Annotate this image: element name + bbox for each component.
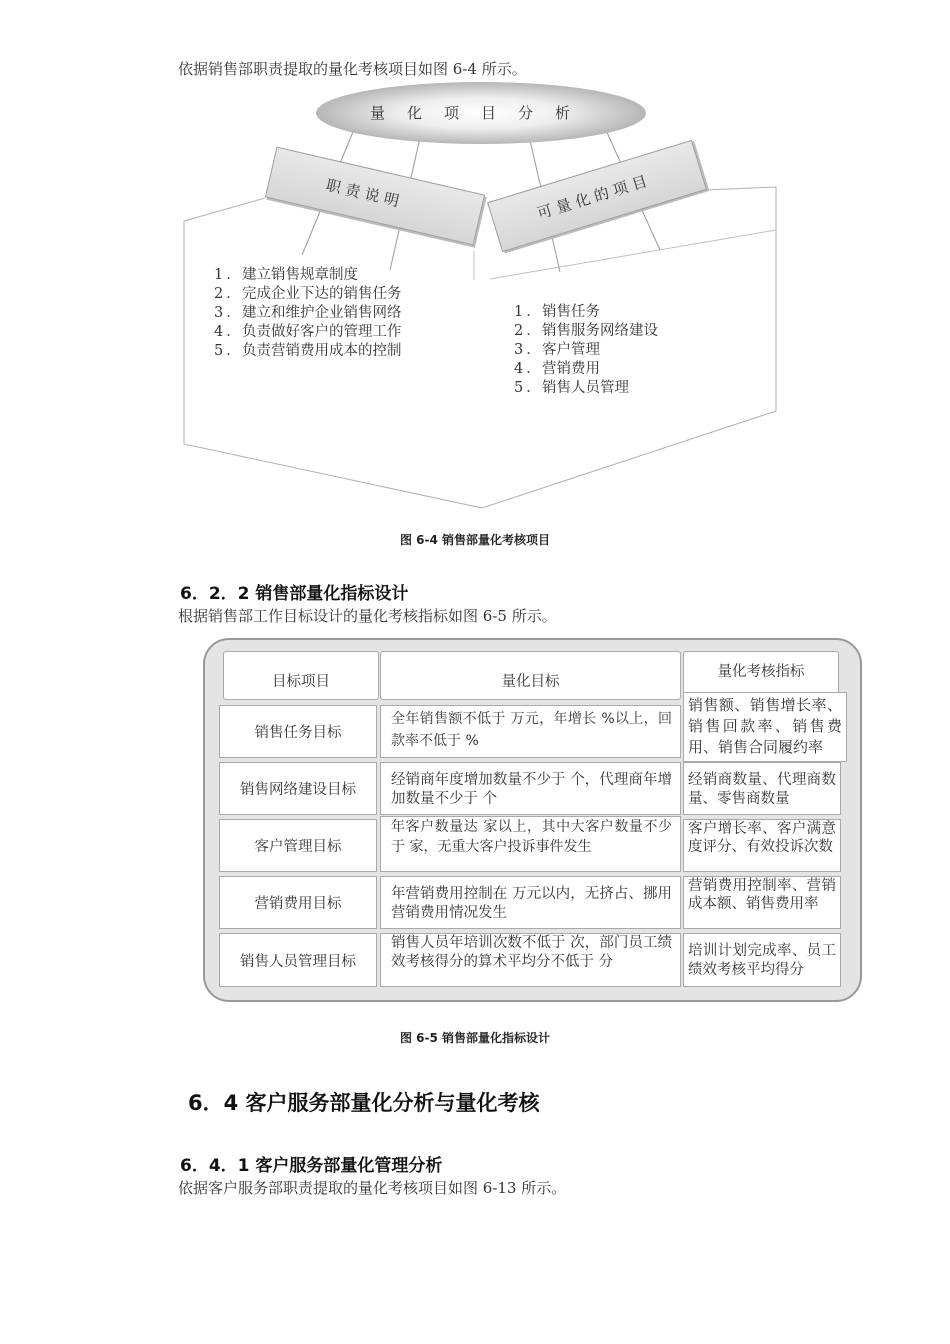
table-cell-target: 经销商年度增加数量不少于 个，代理商年增加数量不少于 个	[380, 762, 681, 815]
table-header-target: 量化目标	[380, 651, 681, 700]
duty-list	[214, 266, 402, 361]
section-heading-6-2-2: 6．2．2 销售部量化指标设计	[180, 584, 409, 604]
list-item: 1．建立销售规章制度	[214, 267, 358, 283]
table-header-item: 目标项目	[223, 651, 379, 700]
table-cell-item: 销售网络建设目标	[219, 762, 377, 815]
table-cell-target: 年营销费用控制在 万元以内，无挤占、挪用营销费用情况发生	[380, 876, 681, 929]
list-item: 3．客户管理	[514, 342, 600, 358]
section-heading-6-4-1: 6．4．1 客户服务部量化管理分析	[180, 1156, 443, 1176]
list-item: 4．营销费用	[514, 361, 600, 377]
list-item: 3．建立和维护企业销售网络	[214, 305, 402, 321]
list-item: 5．负责营销费用成本的控制	[214, 343, 402, 359]
table-cell-indicator: 经销商数量、代理商数量、零售商数量	[683, 762, 841, 815]
analysis-ellipse-label: 量化项目分析	[369, 104, 592, 122]
list-item: 2．完成企业下达的销售任务	[214, 286, 402, 302]
table-cell-item: 客户管理目标	[219, 819, 377, 872]
table-cell-item: 销售任务目标	[219, 705, 377, 758]
section-intro-6-2-2: 根据销售部工作目标设计的量化考核指标如图 6-5 所示。	[178, 607, 557, 625]
table-cell-target: 年客户数量达 家以上，其中大客户数量不少于 家，无重大客户投诉事件发生	[380, 816, 681, 872]
table-header-indicator: 量化考核指标	[683, 651, 839, 700]
table-cell-target: 销售人员年培训次数不低于 次，部门员工绩效考核得分的算术平均分不低于 分	[380, 933, 681, 987]
table-cell-item: 营销费用目标	[219, 876, 377, 929]
figure-caption-6-4: 图 6-4 销售部量化考核项目	[399, 533, 551, 547]
duty-description-label: 职 责 说 明	[324, 175, 401, 211]
table-cell-indicator: 营销费用控制率、营销成本额、销售费用率	[683, 876, 841, 929]
table-cell-target: 全年销售额不低于 万元，年增长 %以上，回款率不低于 %	[380, 705, 681, 758]
table-cell-indicator: 客户增长率、客户满意度评分、有效投诉次数	[683, 819, 841, 872]
table-cell-item: 销售人员管理目标	[219, 933, 377, 987]
figure-caption-6-5: 图 6-5 销售部量化指标设计	[399, 1031, 551, 1045]
diagram-lines	[0, 0, 950, 520]
section-intro-6-4-1: 依据客户服务部职责提取的量化考核项目如图 6-13 所示。	[178, 1179, 567, 1197]
table-cell-indicator: 培训计划完成率、员工绩效考核平均得分	[683, 933, 841, 987]
quantifiable-list	[514, 303, 658, 398]
list-item: 4．负责做好客户的管理工作	[214, 324, 402, 340]
quantifiable-items-label: 可 量 化 的 项 目	[535, 172, 650, 223]
list-item: 5．销售人员管理	[514, 380, 629, 396]
list-item: 2．销售服务网络建设	[514, 323, 658, 339]
list-item: 1．销售任务	[514, 304, 600, 320]
table-cell-indicator: 销售额、销售增长率、销售回款率、销售费用、销售合同履约率	[683, 692, 847, 762]
section-heading-6-4: 6．4 客户服务部量化分析与量化考核	[188, 1091, 540, 1115]
intro-paragraph: 依据销售部职责提取的量化考核项目如图 6-4 所示。	[178, 60, 527, 78]
